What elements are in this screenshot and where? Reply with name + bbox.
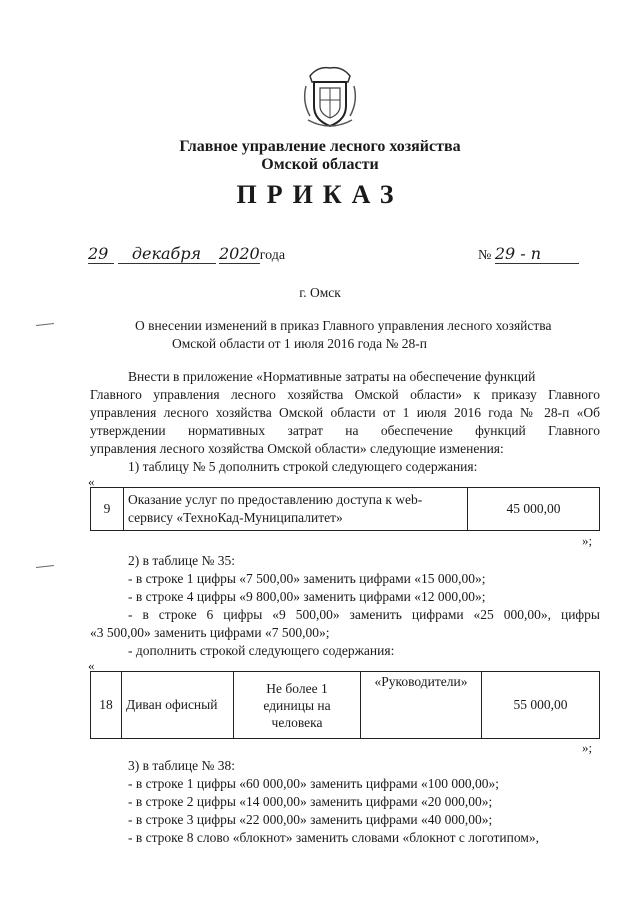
number-value: 29 - п: [495, 244, 579, 264]
item1-text: 1) таблицу № 5 дополнить строкой следующего содержания:: [128, 459, 478, 474]
margin-mark: [36, 323, 54, 326]
row-name: [124, 488, 468, 531]
number-prefix: №: [478, 248, 492, 263]
item3-bullet2: - в строке 2 цифры «14 000,00» заменить цифрами «20 000,00»;: [128, 794, 493, 809]
item3-bullet3: - в строке 3 цифры «22 000,00» заменить цифрами «40 000,00»;: [128, 812, 493, 827]
date-year: 2020: [219, 244, 260, 263]
item2-bullet3-line1: - в строке 6 цифры «9 500,00» заменить цифрами «25 000,00», цифры: [128, 607, 600, 622]
row-group: «Руководители»: [361, 672, 482, 739]
date-suffix: года: [259, 248, 286, 263]
intro-line3: управления лесного хозяйства Омской области от 1 июля 2016 года № 28-п «Об: [90, 405, 600, 420]
coat-of-arms-icon: [300, 62, 360, 132]
row-number: 18: [91, 672, 122, 739]
item3-text: 3) в таблице № 38:: [128, 758, 236, 773]
order-number: [478, 244, 579, 264]
intro-line2: Главного управления лесного хозяйства Омской области» к приказу Главного: [90, 387, 600, 402]
row-number: 9: [91, 488, 124, 531]
intro-line5: управления лесного хозяйства Омской области» следующие изменения:: [90, 441, 504, 456]
row-limit-line1: Не более 1: [266, 680, 328, 696]
item1-table: [90, 487, 600, 531]
city: г. Омск: [299, 285, 341, 300]
item1-open-quote: «: [88, 474, 95, 489]
item2-table: [90, 671, 600, 739]
item1-close-quote: »;: [582, 533, 593, 548]
table-row: [91, 488, 600, 531]
row-amount: 45 000,00: [468, 488, 600, 531]
row-name-line2: сервису «ТехноКад-Муниципалитет»: [128, 510, 343, 525]
row-limit-line2: единицы на: [263, 697, 331, 713]
item2-bullet1: - в строке 1 цифры «7 500,00» заменить цифрами «15 000,00»;: [128, 571, 486, 586]
subject-line2: Омской области от 1 июля 2016 года № 28-п: [172, 336, 427, 351]
row-amount: 55 000,00: [482, 672, 600, 739]
row-name-line1: Оказание услуг по предоставлению доступа к web-: [128, 492, 423, 507]
intro-line1: Внести в приложение «Нормативные затраты на обеспечение функций: [128, 369, 536, 384]
item2-text: 2) в таблице № 35:: [128, 553, 236, 568]
date-day: 29: [88, 244, 114, 264]
row-limit: [234, 672, 361, 739]
row-name: Диван офисный: [122, 672, 234, 739]
item2-bullet4: - дополнить строкой следующего содержания:: [128, 643, 395, 658]
intro-line4: утверждении нормативных затрат на обеспечение функций Главного: [90, 423, 600, 438]
item2-open-quote: «: [88, 658, 95, 673]
table-row: [91, 672, 600, 739]
item3-bullet1: - в строке 1 цифры «60 000,00» заменить цифрами «100 000,00»;: [128, 776, 499, 791]
subject-line1: О внесении изменений в приказ Главного управления лесного хозяйства: [135, 318, 552, 333]
item3-bullet4: - в строке 8 слово «блокнот» заменить словами «блокнот с логотипом»,: [128, 830, 540, 845]
document-type-title: ПРИКАЗ: [236, 180, 404, 209]
margin-mark: [36, 565, 54, 568]
order-date: [88, 244, 285, 264]
item2-close-quote: »;: [582, 740, 593, 755]
organization-name-line1: Главное управление лесного хозяйства: [179, 138, 461, 155]
item2-bullet3-line2: «3 500,00» заменить цифрами «7 500,00»;: [90, 625, 330, 640]
row-limit-line3: человека: [271, 714, 323, 730]
organization-name-line2: Омской области: [261, 156, 379, 173]
date-month: декабря: [118, 244, 216, 264]
item2-bullet2: - в строке 4 цифры «9 800,00» заменить цифрами «12 000,00»;: [128, 589, 486, 604]
